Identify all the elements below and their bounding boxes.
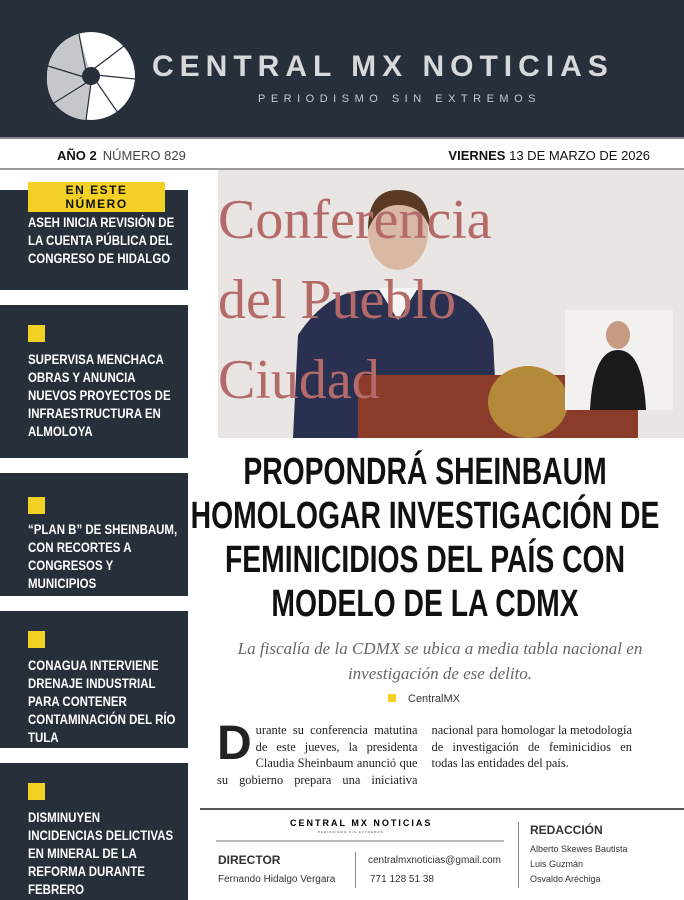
issue-year: AÑO 2 — [57, 148, 97, 163]
director-label: DIRECTOR — [218, 853, 281, 867]
weekday: VIERNES — [448, 148, 506, 163]
dateline — [0, 137, 684, 170]
divider — [518, 822, 519, 888]
bullet-square-icon — [28, 631, 45, 648]
lead-photo — [218, 170, 684, 438]
subheadline: La fiscalía de la CDMX se ubica a media tabla nacional en investigación de ese delito. — [237, 639, 643, 683]
masthead — [0, 0, 684, 137]
bullet-square-icon — [28, 325, 45, 342]
sidebar-item-1[interactable] — [0, 183, 188, 290]
divider — [355, 852, 356, 888]
divider — [216, 840, 504, 842]
footer-tagline: PERIODISMO SIN EXTREMOS — [318, 830, 384, 834]
sidebar-item-2[interactable] — [0, 305, 188, 458]
contact-email[interactable]: centralmxnoticias@gmail.com — [368, 855, 501, 866]
bullet-square-icon — [388, 694, 396, 702]
footer-credits — [200, 808, 684, 900]
staff-label: REDACCIÓN — [530, 823, 603, 837]
in-this-issue-badge: EN ESTE NÚMERO — [28, 182, 165, 212]
issue-number: NÚMERO 829 — [102, 148, 186, 163]
sidebar-item-3[interactable] — [0, 473, 188, 596]
drop-cap: D — [217, 717, 252, 770]
staff-member: Alberto Skewes Bautista — [530, 844, 628, 854]
sidebar-item-title: ASEH INICIA REVISIÓN DE LA CUENTA PÚBLICA DEL CONGRESO DE HIDALGO — [28, 215, 175, 266]
contact-phone: 771 128 51 38 — [370, 874, 434, 885]
sidebar-item-5[interactable] — [0, 763, 188, 900]
headline: PROPONDRÁ SHEINBAUM HOMOLOGAR INVESTIGACIÓN DE FEMINICIDIOS DEL PAÍS CON MODELO DE LA CDMX — [190, 451, 660, 625]
photo-backdrop-text: Conferencia del Pueblo Ciudad — [218, 189, 492, 411]
director-name: Fernando Hidalgo Vergara — [218, 874, 336, 885]
bullet-square-icon — [28, 783, 45, 800]
sidebar-item-title: DISMINUYEN INCIDENCIAS DELICTIVAS EN MINERAL DE LA REFORMA DURANTE FEBRERO — [28, 810, 174, 897]
sidebar-item-title: CONAGUA INTERVIENE DRENAJE INDUSTRIAL PARA CONTENER CONTAMINACIÓN DEL RÍO TULA — [28, 658, 176, 745]
bullet-square-icon — [28, 497, 45, 514]
brand-tagline: PERIODISMO SIN EXTREMOS — [258, 93, 541, 105]
sidebar-item-title: “PLAN B” DE SHEINBAUM, CON RECORTES A CONGRESOS Y MUNICIPIOS — [28, 522, 178, 591]
brand-name: CENTRAL MX NOTICIAS — [152, 50, 614, 83]
sidebar-item-4[interactable] — [0, 611, 188, 748]
article-body — [217, 717, 632, 788]
staff-member: Osvaldo Aréchiga — [530, 874, 601, 884]
sidebar-item-title: SUPERVISA MENCHACA OBRAS Y ANUNCIA NUEVOS PROYECTOS DE INFRAESTRUCTURA EN ALMOLOYA — [28, 352, 171, 439]
staff-member: Luis Guzmán — [530, 859, 584, 869]
byline — [388, 693, 460, 705]
camera-aperture-logo — [46, 31, 136, 121]
footer-brand: CENTRAL MX NOTICIAS — [290, 818, 433, 828]
byline-text: CentralMX — [408, 693, 460, 705]
issue-date: 13 DE MARZO DE 2026 — [509, 148, 650, 163]
article-text: urante su conferencia matutina de este jueves, la presidenta Claudia Sheinbaum anunció que su gobierno prepara una iniciativa nacional para homologar la metodología de investigación de feminicidios en todas las entidades del país. — [217, 723, 632, 787]
